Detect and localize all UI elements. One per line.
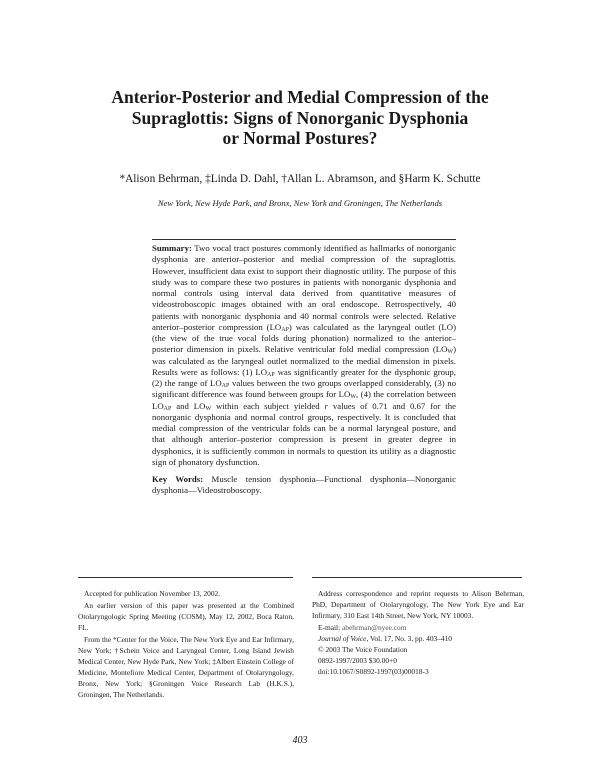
issn-line: 0892-1997/2003 $30.00+0 <box>318 656 397 665</box>
email-line: E-mail: abehrman@nyee.com <box>318 623 407 632</box>
abstract-summary: Summary: Two vocal tract postures commonly identified as hallmarks of nonorganic dysphonia are anterior–posterior and medial compression of the supraglottis. However, insufficient data exist to support their diagnostic utility. The purpose of this study was to compare these two postures in patients with nonorganic dysphonia and normal controls using interval data derived from quantitative measures of videostroboscopic images obtained with an oral endoscope. Retrospectively, 40 patients with nonorganic dysphonia and 40 normal controls were selected. Relative anterior–posterior compression $(LO_{AP})$ was calculated as the laryngeal outlet (LO) (the view of the true vocal folds during phonation) normalized to the anterior–posterior dimension in pixels. Relative ventricular fold medial compression $(LO_W)$ was calculated as the laryngeal outlet normalized to the medial dimension in pixels. Results were as follows: (1) $LO_{AP}$ was significantly greater for the dysphonic group, (2) the range of $LO_{AP}$ values between the two groups overlapped considerably, (3) no significant difference was found between groups for $LO_W$, (4) the correlation between $LO_{AP}$ and $LO_W$ within each subject yielded r values of 0.71 and 0.67 for the nonorganic dysphonia and normal control groups, respectively. It is concluded that medial compression of the ventricular folds can be a normal laryngeal posture, and that although anterior–posterior compression is present in greater degree in dysphonics, it is sufficiently common in normals to question its utility as a diagnostic sign of phonatory dysfunction. <box>152 243 456 467</box>
accepted-note: Accepted for publication November 13, 2002. <box>84 589 221 598</box>
correspondence-note: Address correspondence and reprint requests to Alison Behrman, PhD, Department of Otolaryngology, The New York Eye and Ear Infirmary, 310 East 14th Street, New York, NY 10003. <box>312 589 524 620</box>
key-words: Key Words: Muscle tension dysphonia—Functional dysphonia—Nonorganic dysphonia—Videostroboscopy. <box>152 474 456 496</box>
article-title <box>60 87 540 149</box>
footnote-left-column <box>78 588 294 701</box>
footnote-divider-left <box>78 577 293 578</box>
journal-citation: Journal of Voice, Vol. 17, No. 3, pp. 403–410 <box>318 634 452 643</box>
footnote-divider-right <box>312 577 522 578</box>
footnote-right-column <box>312 588 524 677</box>
email-link[interactable]: abehrman@nyee.com <box>342 623 407 632</box>
affiliation-line: New York, New Hyde Park, and Bronx, New York and Groningen, The Netherlands <box>157 198 443 208</box>
earlier-version-note: An earlier version of this paper was presented at the Combined Otolaryngologic Spring Meeting (COSM), May 12, 2002, Boca Raton, FL. <box>78 601 294 632</box>
title-line-2: Supraglottis: Signs of Nonorganic Dysphonia <box>131 107 469 128</box>
summary-label: Summary: <box>152 243 192 253</box>
key-words-label: Key Words: <box>152 474 204 484</box>
author-list: *Alison Behrman, ‡Linda D. Dahl, †Allan L. Abramson, and §Harm K. Schutte <box>119 173 481 185</box>
doi-line: doi:10.1067/S0892-1997(03)00018-3 <box>318 667 429 676</box>
affiliations-note: From the *Center for the Voice, The New York Eye and Ear Infirmary, New York; †Schein Voice and Laryngeal Center, Long Island Jewish Medical Center, New Hyde Park, New York; ‡Albert Einstein College of Medicine, Montefiore Medical Center, Department of Otolaryngology, Bronx, New York; §Groningen Voice Research Lab (H.K.S.), Groningen, The Netherlands. <box>78 635 294 699</box>
abstract-block <box>152 239 456 497</box>
page-number: 403 <box>292 735 308 746</box>
title-line-3: or Normal Postures? <box>222 128 378 148</box>
copyright-line: © 2003 The Voice Foundation <box>318 645 408 654</box>
title-line-1: Anterior-Posterior and Medial Compression of the <box>111 87 489 107</box>
